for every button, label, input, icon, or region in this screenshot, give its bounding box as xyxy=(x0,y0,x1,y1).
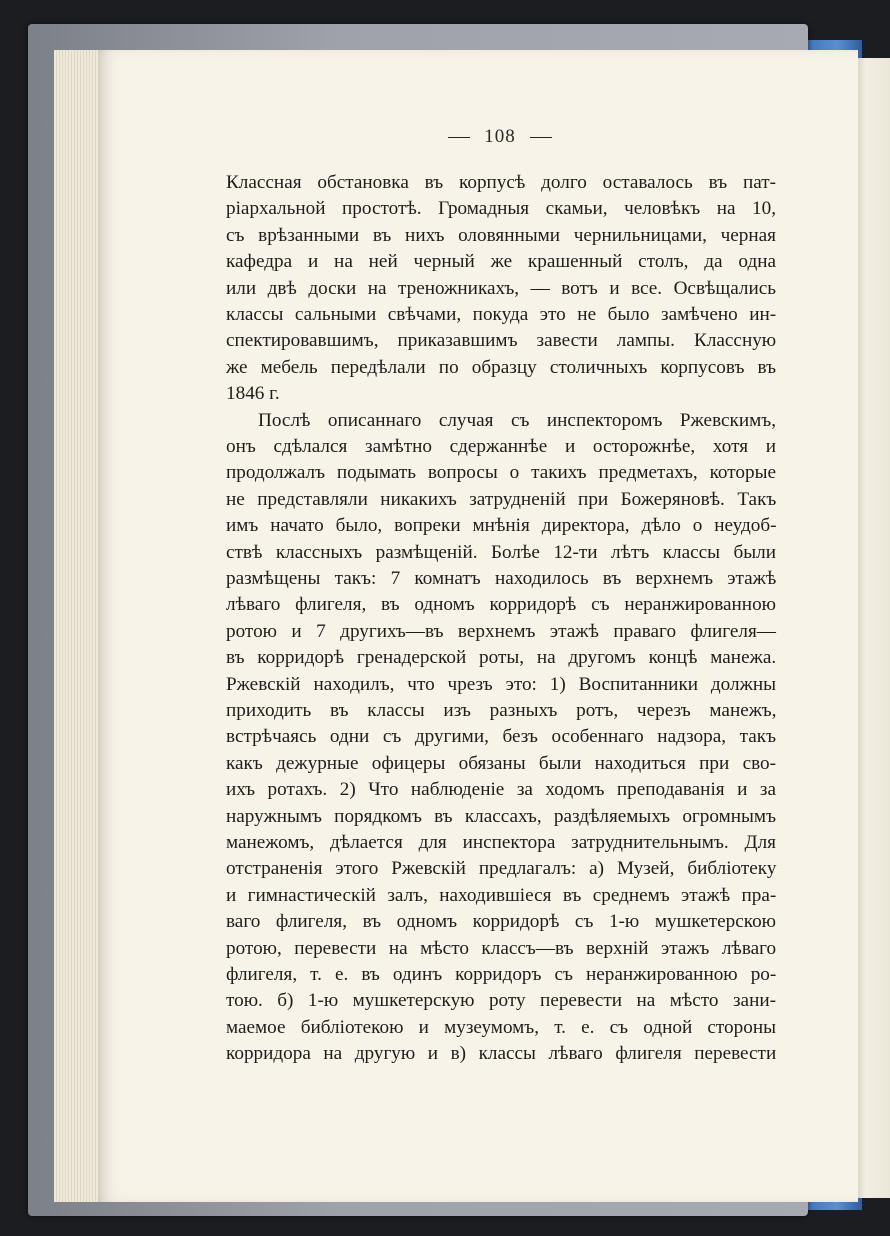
text-line: 1846 г. xyxy=(226,383,280,405)
text-line: ріархальной простотѣ. Громадныя скамьи, человѣкъ на 10, xyxy=(226,198,776,220)
text-line: продолжалъ подымать вопросы о такихъ предметахъ, которые xyxy=(226,462,776,484)
dash-left xyxy=(448,137,470,138)
text-line: же мебель передѣлали по образцу столичныхъ корпусовъ въ xyxy=(226,356,776,378)
text-line: Классная обстановка въ корпусѣ долго оставалось въ пат- xyxy=(226,172,776,193)
text-line: или двѣ доски на треножникахъ, — вотъ и все. Освѣщались xyxy=(226,277,776,299)
text-line: кафедра и на ней черный же крашенный столъ, да одна xyxy=(226,251,776,273)
next-page-edge xyxy=(856,58,890,1198)
text-line: приходить въ классы изъ разныхъ ротъ, черезъ манежъ, xyxy=(226,700,777,721)
text-line: Ржевскій находилъ, что чрезъ это: 1) Воспитанники должны xyxy=(226,673,776,695)
text-line: ротою и 7 другихъ—въ верхнемъ этажѣ праваго флигеля— xyxy=(226,620,776,642)
text-line: классы сальными свѣчами, покуда это не было замѣчено ин- xyxy=(226,304,777,325)
text-line: Послѣ описаннаго случая съ инспекторомъ Ржевскимъ, xyxy=(258,409,776,431)
text-line: встрѣчаясь одни съ другими, безъ особеннаго надзора, такъ xyxy=(226,726,776,748)
text-line: манежомъ, дѣлается для инспектора затруднительнымъ. Для xyxy=(226,832,776,853)
text-line: какъ дежурные офицеры обязаны были находиться при сво- xyxy=(226,752,776,774)
text-line: ротою, перевести на мѣсто классъ—въ верхній этажъ лѣваго xyxy=(226,937,777,959)
text-line: корридора на другую и в) классы лѣваго флигеля перевести xyxy=(226,1043,777,1065)
text-line: флигеля, т. е. въ одинъ корридоръ съ неранжированною ро- xyxy=(226,964,777,985)
text-line: и гимнастическій залъ, находившіеся въ среднемъ этажѣ пра- xyxy=(226,884,777,906)
text-line: ствѣ классныхъ размѣщеній. Болѣе 12-ти лѣтъ классы были xyxy=(226,541,776,563)
text-line: размѣщены такъ: 7 комнатъ находилось въ верхнемъ этажѣ xyxy=(226,568,777,589)
text-line: лѣваго флигеля, въ одномъ корридорѣ съ неранжированною xyxy=(226,594,776,616)
text-line: имъ начато было, вопреки мнѣнія директора, дѣло о неудоб- xyxy=(226,515,777,537)
text-line: не представляли никакихъ затрудненій при Божеряновѣ. Такъ xyxy=(226,488,777,510)
dash-right xyxy=(530,137,552,138)
text-line: спектировавшимъ, приказавшимъ завести лампы. Классную xyxy=(226,330,777,352)
text-line: онъ сдѣлался замѣтно сдержаннѣе и осторожнѣе, хотя и xyxy=(226,436,776,457)
text-line: наружнымъ порядкомъ въ классахъ, раздѣляемыхъ огромнымъ xyxy=(226,805,776,827)
text-line: ваго флигеля, въ одномъ корридорѣ съ 1-ю мушкетерскою xyxy=(226,911,776,933)
text-line: маемое библіотекою и музеумомъ, т. е. съ одной стороны xyxy=(226,1016,776,1038)
page-number-text: 108 xyxy=(484,126,516,147)
text-line: съ врѣзанными въ нихъ оловянными чернильницами, черная xyxy=(226,224,776,246)
page-number xyxy=(55,126,890,148)
text-line: ихъ ротахъ. 2) Что наблюденіе за ходомъ преподаванія и за xyxy=(226,779,776,801)
text-line: въ корридорѣ гренадерской роты, на другомъ концѣ манежа. xyxy=(226,647,777,669)
text-line: тою. б) 1-ю мушкетерскую роту перевести на мѣсто зани- xyxy=(226,990,776,1012)
text-line: отстраненія этого Ржевскій предлагалъ: а) Музей, библіотеку xyxy=(226,858,777,880)
